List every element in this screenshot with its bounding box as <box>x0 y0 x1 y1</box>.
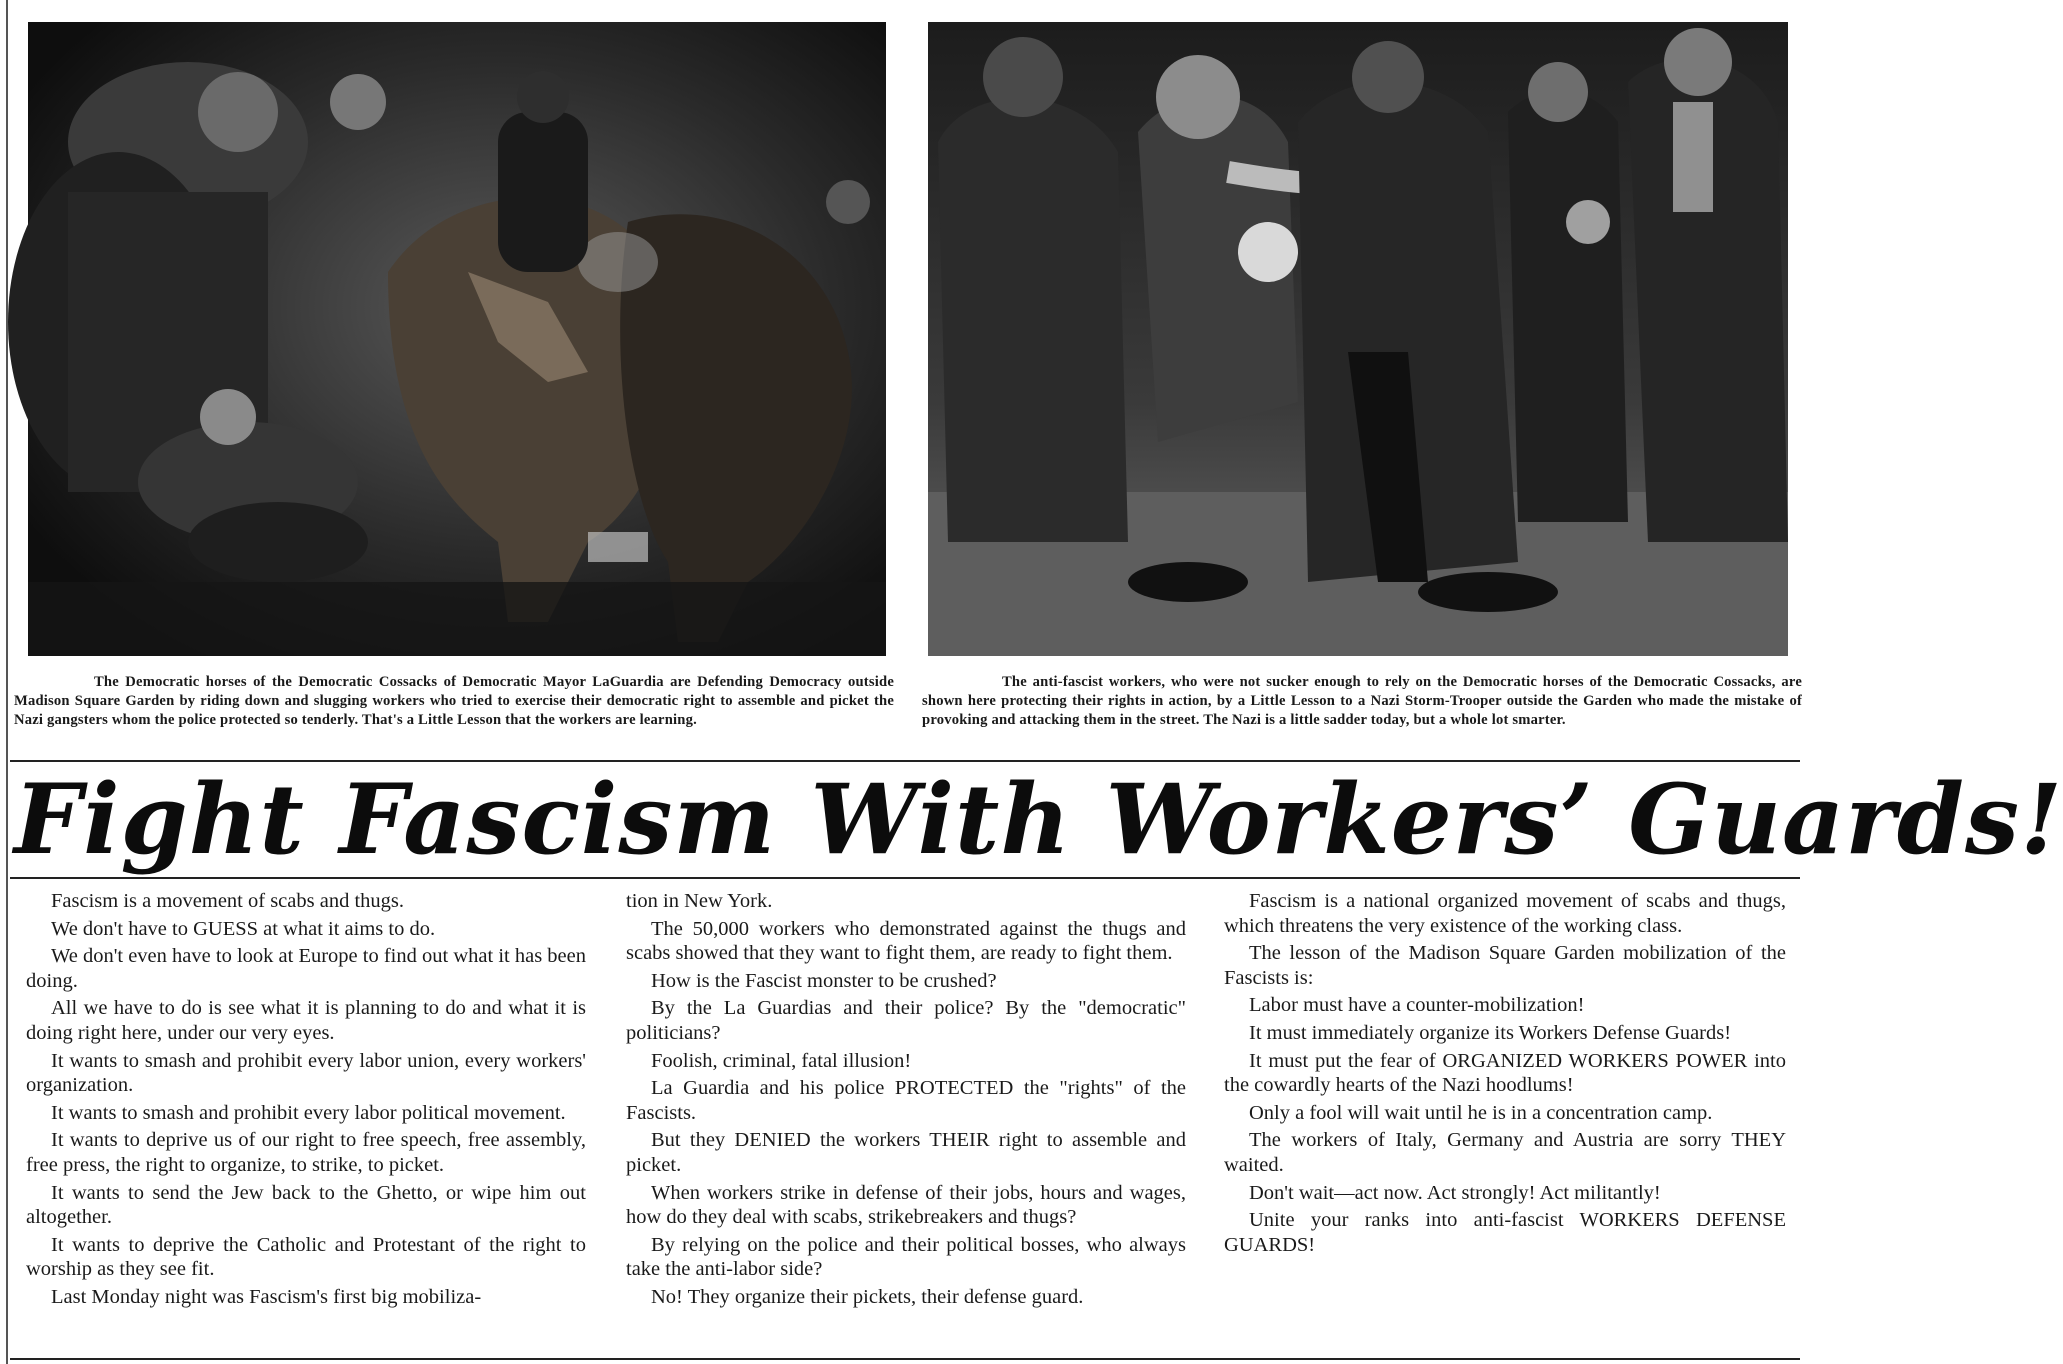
paragraph: No! They organize their pickets, their defense guard. <box>651 1285 1084 1308</box>
paragraph: It wants to smash and prohibit every labor union, every workers' organization. <box>26 1049 586 1097</box>
paragraph: When workers strike in defense of their jobs, hours and wages, how do they deal with scabs, strikebreakers and thugs? <box>626 1181 1186 1229</box>
paragraph: Last Monday night was Fascism's first big mobiliza- <box>51 1285 482 1308</box>
paragraph: By relying on the police and their political bosses, who always take the anti-labor side? <box>626 1233 1186 1281</box>
article-column-2 <box>626 889 1186 1310</box>
paragraph: We don't have to GUESS at what it aims to do. <box>51 917 436 940</box>
article-column-1 <box>26 889 586 1310</box>
divider-rule-headline <box>10 877 1800 879</box>
divider-rule-top <box>10 760 1800 762</box>
page-edge-rule <box>6 0 8 1364</box>
paragraph: Fascism is a movement of scabs and thugs. <box>51 890 405 912</box>
paragraph: All we have to do is see what it is planning to do and what it is doing right here, under our very eyes. <box>26 997 586 1044</box>
paragraph: Only a fool will wait until he is in a concentration camp. <box>1249 1101 1713 1124</box>
caption-workers-storm-trooper <box>922 673 1802 730</box>
paragraph: The workers of Italy, Germany and Austria are sorry THEY waited. <box>1224 1129 1786 1176</box>
photo-police-horses <box>28 22 886 656</box>
paragraph: It wants to smash and prohibit every labor political movement. <box>51 1101 566 1124</box>
paragraph: But they DENIED the workers THEIR right to assemble and picket. <box>626 1129 1186 1176</box>
paragraph: Labor must have a counter-mobilization! <box>1249 994 1585 1017</box>
divider-rule-bottom <box>10 1358 1800 1360</box>
paragraph: Unite your ranks into anti-fascist WORKERS DEFENSE GUARDS! <box>1224 1209 1786 1256</box>
paragraph: It wants to deprive us of our right to free speech, free assembly, free press, the right to organize, to strike, to picket. <box>26 1129 586 1176</box>
photo-workers-storm-trooper-graphic <box>928 22 1788 656</box>
photo-workers-storm-trooper <box>928 22 1788 656</box>
caption-left-text: The Democratic horses of the Democratic Cossacks of Democratic Mayor LaGuardia are Defending Democracy outside Madison Square Garden by riding down and slugging workers who tried to exercise their democratic right to assemble and picket the Nazi gangsters whom the police protected so tenderly. That's a Little Lesson that the workers are learning. <box>14 674 894 728</box>
paragraph: Fascism is a national organized movement of scabs and thugs, which threatens the very existence of the working class. <box>1224 890 1786 937</box>
paragraph: La Guardia and his police PROTECTED the "rights" of the Fascists. <box>626 1077 1186 1124</box>
paragraph: It wants to deprive the Catholic and Protestant of the right to worship as they see fit. <box>26 1233 586 1281</box>
paragraph: By the La Guardias and their police? By the "democratic" politicians? <box>626 997 1186 1044</box>
paragraph: Don't wait—act now. Act strongly! Act militantly! <box>1249 1181 1661 1204</box>
photo-police-horses-graphic <box>28 22 886 656</box>
article-column-3 <box>1224 889 1786 1257</box>
paragraph: We don't even have to look at Europe to find out what it has been doing. <box>26 945 586 992</box>
paragraph: Foolish, criminal, fatal illusion! <box>651 1049 912 1072</box>
paragraph: It wants to send the Jew back to the Ghetto, or wipe him out altogether. <box>26 1181 586 1229</box>
paragraph: How is the Fascist monster to be crushed? <box>651 969 997 992</box>
caption-right-text: The anti-fascist workers, who were not sucker enough to rely on the Democratic horses of the Democratic Cossacks, are shown here protecting their rights in action, by a Little Lesson to a Nazi Storm-Trooper outside the Garden who made the mistake of provoking and attacking them in the street. The Nazi is a little sadder today, but a whole lot smarter. <box>922 674 1802 728</box>
caption-police-horses <box>14 673 894 730</box>
paragraph-continuation: tion in New York. <box>626 890 773 912</box>
paragraph: The 50,000 workers who demonstrated against the thugs and scabs showed that they want to fight them, are ready to fight them. <box>626 917 1186 965</box>
headline: Fight Fascism With Workers’ Guards! <box>14 763 2063 876</box>
paragraph: The lesson of the Madison Square Garden mobilization of the Fascists is: <box>1224 942 1786 989</box>
paragraph: It must immediately organize its Workers Defense Guards! <box>1249 1021 1732 1044</box>
paragraph: It must put the fear of ORGANIZED WORKERS POWER into the cowardly hearts of the Nazi hoodlums! <box>1224 1049 1786 1097</box>
